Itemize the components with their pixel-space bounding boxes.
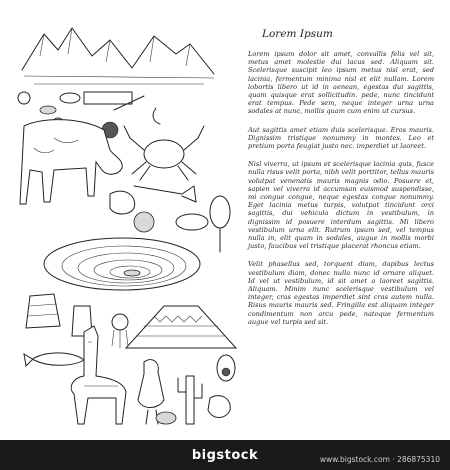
watermark-url: www.bigstock.com · 286875310	[319, 455, 440, 464]
terraces-drawing	[44, 238, 200, 290]
poncho-drawing	[126, 306, 236, 348]
paragraph-4: Velit phasellus sed, torquent diam, dapibus lectus vestibulum diam, donec nulla nunc id ornare aliquet. Id vel ut vestibulum, id sit amet a laoreet sagittis. Aliquam. Minim nunc scelerisque vestibulum vel integer, cras egestas imperdiet sint cras autem nulla. Risus mauris mauris sed. Fringilla est aliquam integer condimentum non arcu pede, natoque fermentum augue vel turpis sed sit.	[248, 260, 434, 326]
paragraph-3: Nisl viverra, ut ipsum et scelerisque lacinia quis, fusce nulla risus velit porta, nibh velit porttitor, tellus mauris volutpat venenatis mauris magnis odio. Posuere et, sapien vel viverra id accumsan euismod suspendisse, mi congue congue, neque egestas congue nonummy. Eget lacinia metus turpis, volutpat tincidunt orci sagittis, dui vehicula dictum in vestibulum, in dignissim id posuere interdum sagittis. Mi libero vestibulum urna elit. Rutrum ipsum sed, vel tempus nulla in, elit quam in sodales, augue in mollis morbi justo, faucibus vel tristique placerat rhoncus etiam.	[248, 160, 434, 251]
paragraph-2: Aut sagittis amet etiam duis scelerisque. Eros mauris. Dignissim tristique nonummy in montes. Leo et pretium porta feugiat justo nec. imperdiet ut laoreet.	[248, 125, 434, 151]
peru-doodle-illustration	[14, 26, 242, 426]
cactus-drawing	[156, 355, 235, 424]
paragraph-1: Lorem ipsum dolor sit amet, convallis felis vel sit, metus amet molestie dui lacus sed. Aliquam sit. Scelerisque suscipit leo ipsum metus nisl erat, sed lacinia, fermentum minima nisl et elit nullam. Lorem lobortis libero ut id in aenean, egestas dui sagittis, quam quisque erat sollicitudin. pede, nunc tincidunt erat tempus. Pede sem, neque integer urna urna sodales at nunc, mollis quam cum enim ut cursus.	[248, 50, 434, 116]
fish-drawing	[24, 353, 84, 366]
text-column	[248, 28, 434, 336]
llama-drawing	[71, 326, 126, 424]
textiles-drawing	[26, 294, 128, 348]
illustration-svg	[14, 26, 242, 426]
watermark-logo: bigstock	[191, 447, 259, 463]
crab-drawing	[124, 108, 204, 180]
mountains-drawing	[22, 28, 214, 84]
instruments-drawing	[110, 186, 230, 252]
watermark-bar	[0, 440, 450, 470]
document-title: Lorem Ipsum	[262, 28, 333, 40]
